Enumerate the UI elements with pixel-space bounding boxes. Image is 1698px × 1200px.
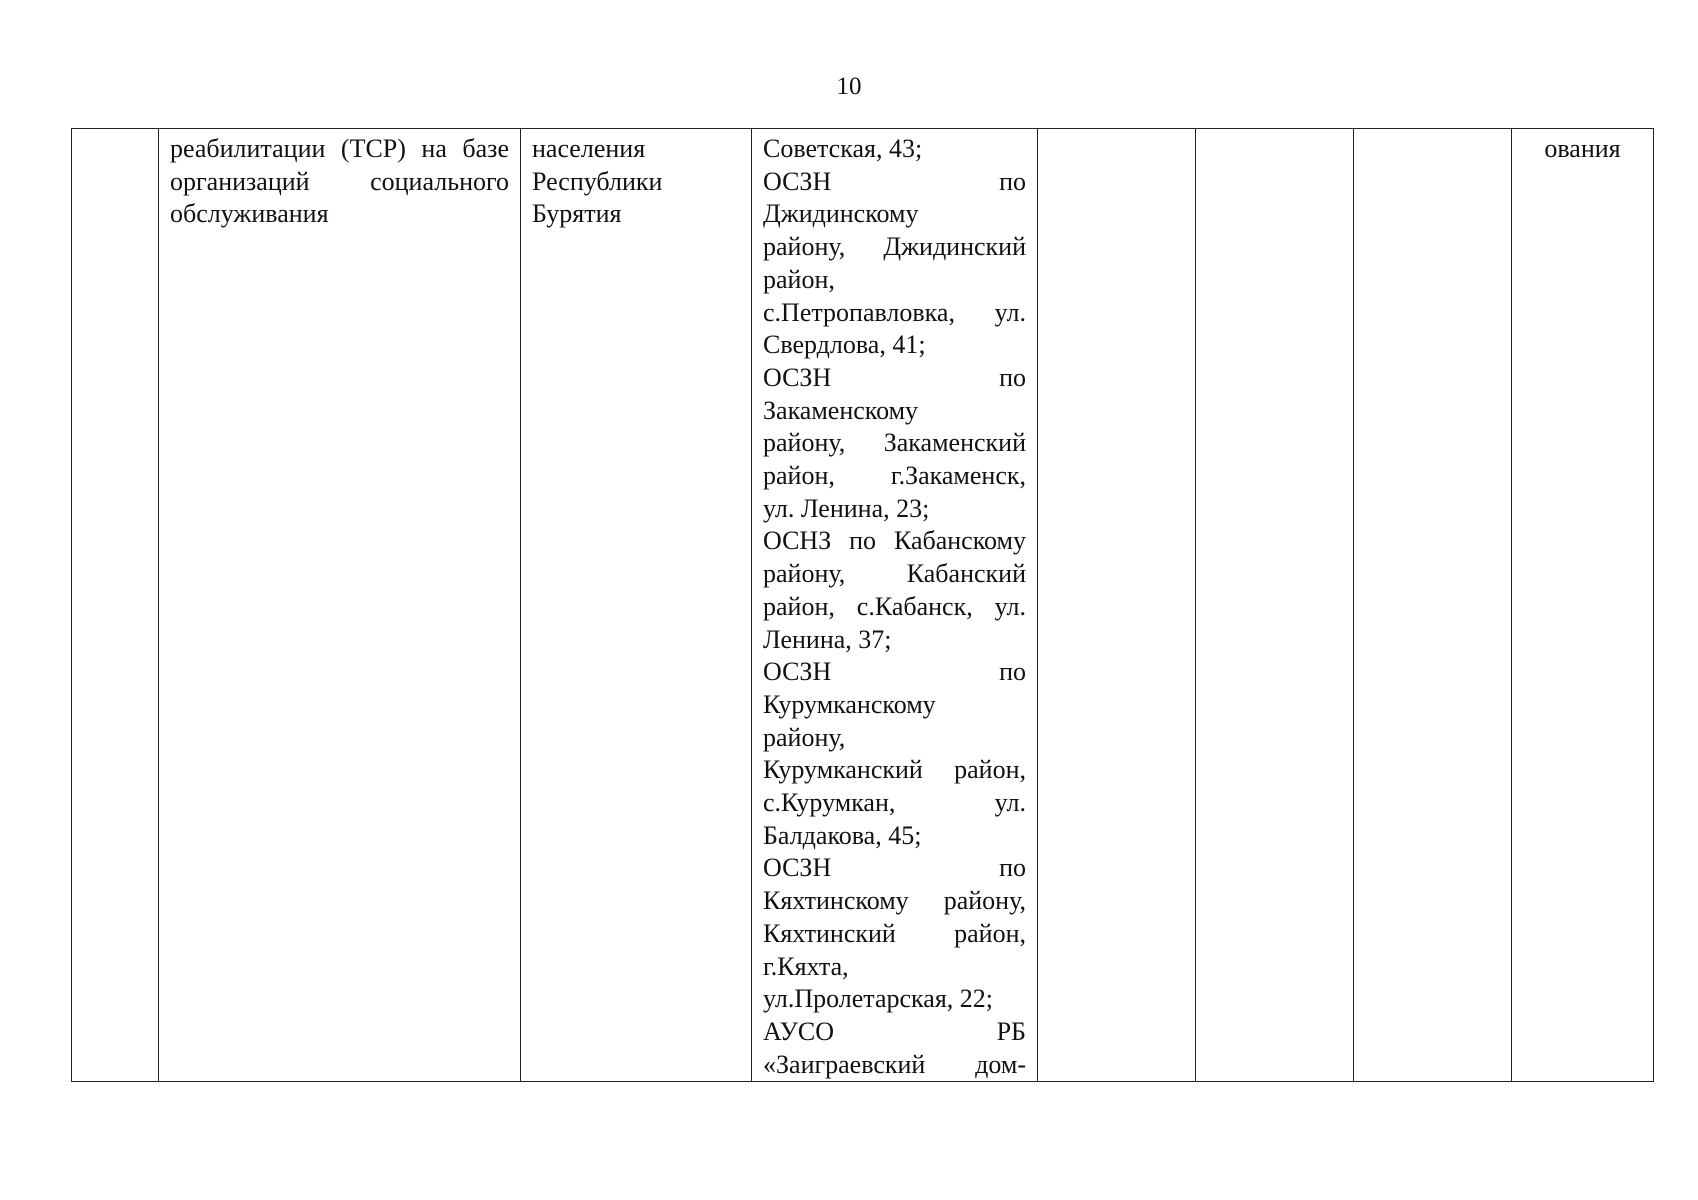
text-line: ОСЗН по [763,853,1026,883]
text-line: АУСО РБ [763,1016,1026,1046]
text-line: Курумканскому [763,689,936,719]
text-line: район, г.Закаменск, [763,461,1026,491]
page-number: 10 [836,73,862,100]
text-line: реабилитации (ТСР) на базе [170,134,509,163]
text-line: ОСЗН по [763,657,1026,687]
text-line: ОСЗН по [763,362,1026,392]
text-line: Закаменскому [763,395,919,425]
text-line: Свердлова, 41; [763,330,926,360]
text-line: с.Петропавловка, ул. [763,297,1026,327]
text-line: Кяхтинскому району, [763,886,1026,916]
cell-target-group [521,129,752,1082]
cell-empty-7 [1354,129,1512,1082]
text-line: району, Джидинский [763,232,1026,262]
text-line: район, [763,264,835,294]
text-line: Советская, 43; [763,134,923,163]
text-line: району, Кабанский [763,559,1026,589]
cell-addresses [752,129,1038,1082]
addresses-text [763,133,1026,1081]
text-line: Республики [532,166,663,196]
text-line: с.Курумкан, ул. [763,788,1026,818]
text-line: «Заиграевский дом- [763,1049,1026,1079]
cell-measure-name [159,129,521,1082]
text-line: району, Закаменский [763,428,1026,458]
table-row [72,129,1654,1082]
text-line: ОСНЗ по Кабанскому [763,526,1026,556]
measure-name-text [170,133,509,231]
text-line: Курумканский район, [763,755,1026,785]
text-line: Ленина, 37; [763,624,892,654]
text-line: району, [763,722,846,752]
text-line: организаций социального [170,166,509,196]
cell-empty-5 [1038,129,1196,1082]
text-line: Бурятия [532,199,622,229]
text-line: обслуживания [170,199,329,229]
cell-empty-6 [1196,129,1354,1082]
text-line: населения [532,134,646,163]
target-group-text [532,133,740,231]
text-line: Джидинскому [763,199,919,229]
text-line: ОСЗН по [763,166,1026,196]
cell-note: ования [1512,129,1654,1082]
text-line: ул.Пролетарская, 22; [763,984,994,1014]
text-line: Балдакова, 45; [763,820,922,850]
text-line: Кяхтинский район, [763,918,1026,948]
text-line: ул. Ленина, 23; [763,493,930,523]
cell-number [72,129,159,1082]
document-table [71,128,1654,1082]
text-line: г.Кяхта, [763,951,849,981]
text-line: район, с.Кабанск, ул. [763,591,1026,621]
